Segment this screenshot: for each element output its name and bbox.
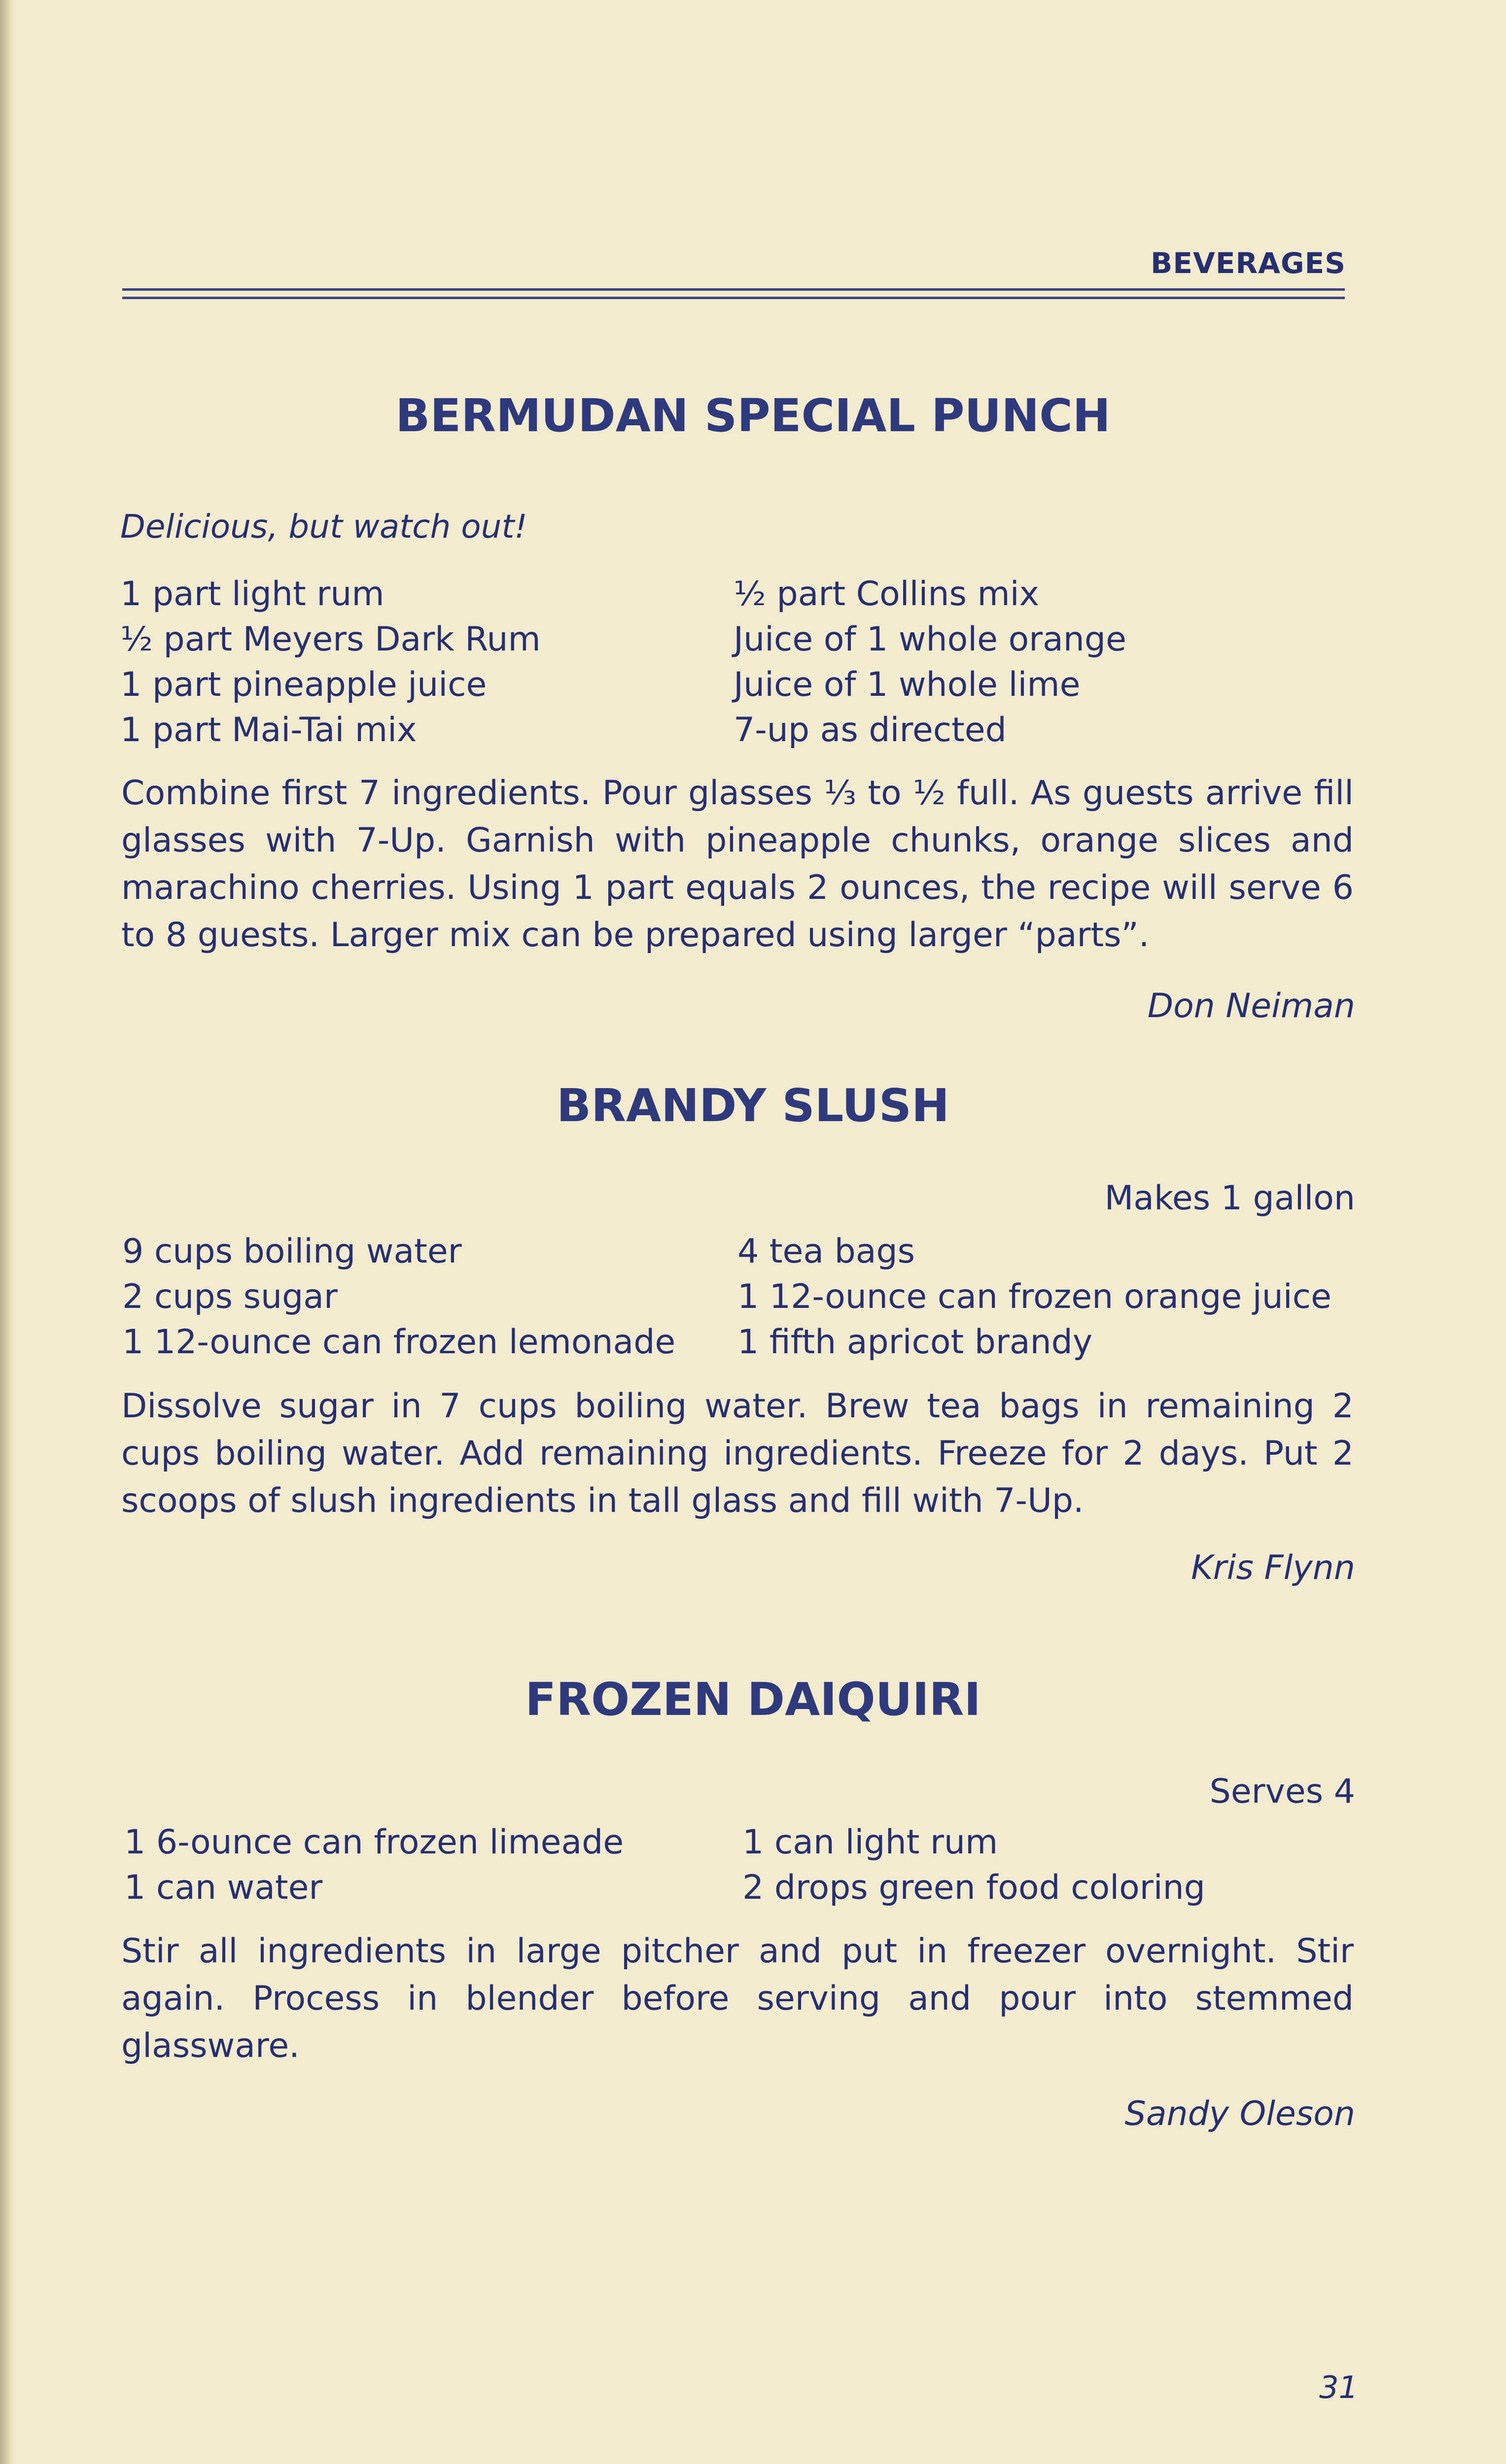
ingredient-item: 1 part Mai-Tai mix [120,711,417,750]
ingredient-item: 4 tea bags [737,1232,915,1271]
ingredient-item: 1 12-ounce can frozen orange juice [737,1277,1331,1316]
header-rule-bottom [122,297,1345,299]
ingredient-item: 1 can light rum [742,1823,998,1862]
recipe-directions: Stir all ingredients in large pitcher and put in freezer overnight. Stir again. Process in blender before serving and pour into stemmed glassware. [121,1932,1354,2065]
ingredients-left-brandy-slush [122,1229,675,1365]
page-binding-edge [0,0,14,2464]
recipe-title-bermudan-punch: BERMUDAN SPECIAL PUNCH [395,389,1111,442]
recipe-yield: Makes 1 gallon [1104,1179,1355,1218]
recipe-contributor: Sandy Oleson [1124,2094,1355,2133]
page-number: 31 [1319,2369,1358,2405]
ingredient-item: Juice of 1 whole orange [734,620,1126,659]
header-rule-top [122,288,1345,291]
recipe-tagline: Delicious, but watch out! [120,508,527,546]
ingredient-item: 9 cups boiling water [122,1232,462,1271]
ingredient-item: 1 12-ounce can frozen lemonade [122,1323,676,1362]
ingredient-item: 7-up as directed [734,711,1007,750]
recipe-directions: Dissolve sugar in 7 cups boiling water. Brew tea bags in remaining 2 cups boiling water. Add remaining ingredients. Freeze for 2 days. Put 2 scoops of slush ingredients in tall glass and fill with 7-Up. [121,1387,1354,1520]
ingredients-right-brandy-slush [737,1229,1331,1365]
ingredient-item: 1 part light rum [120,575,385,614]
ingredients-left-bermudan-punch [120,572,541,753]
ingredient-item: ½ part Meyers Dark Rum [120,620,541,659]
ingredients-right-frozen-daiquiri [742,1820,1205,1911]
recipe-yield: Serves 4 [1209,1772,1355,1811]
section-header: BEVERAGES [1151,246,1346,280]
ingredients-left-frozen-daiquiri [124,1820,624,1911]
ingredient-item: 2 cups sugar [122,1277,338,1316]
recipe-title-brandy-slush: BRANDY SLUSH [556,1079,950,1132]
ingredient-item: ½ part Collins mix [734,575,1039,614]
recipe-directions: Combine first 7 ingredients. Pour glasses ⅓ to ½ full. As guests arrive fill glasses with 7-Up. Garnish with pineapple chunks, orange slices and marachino cherries. Using 1 part equals 2 ounces, the recipe will serve 6 to 8 guests. Larger mix can be prepared using larger “parts”. [121,774,1354,955]
ingredient-item: 1 6-ounce can frozen limeade [124,1823,624,1862]
recipe-contributor: Don Neiman [1147,987,1355,1026]
ingredient-item: 1 part pineapple juice [120,665,487,704]
ingredient-item: 1 fifth apricot brandy [737,1323,1093,1362]
ingredient-item: 1 can water [124,1868,323,1907]
ingredient-item: Juice of 1 whole lime [734,665,1081,704]
ingredients-right-bermudan-punch [734,572,1126,753]
recipe-contributor: Kris Flynn [1191,1548,1355,1587]
recipe-title-frozen-daiquiri: FROZEN DAIQUIRI [525,1673,981,1726]
ingredient-item: 2 drops green food coloring [742,1868,1205,1907]
